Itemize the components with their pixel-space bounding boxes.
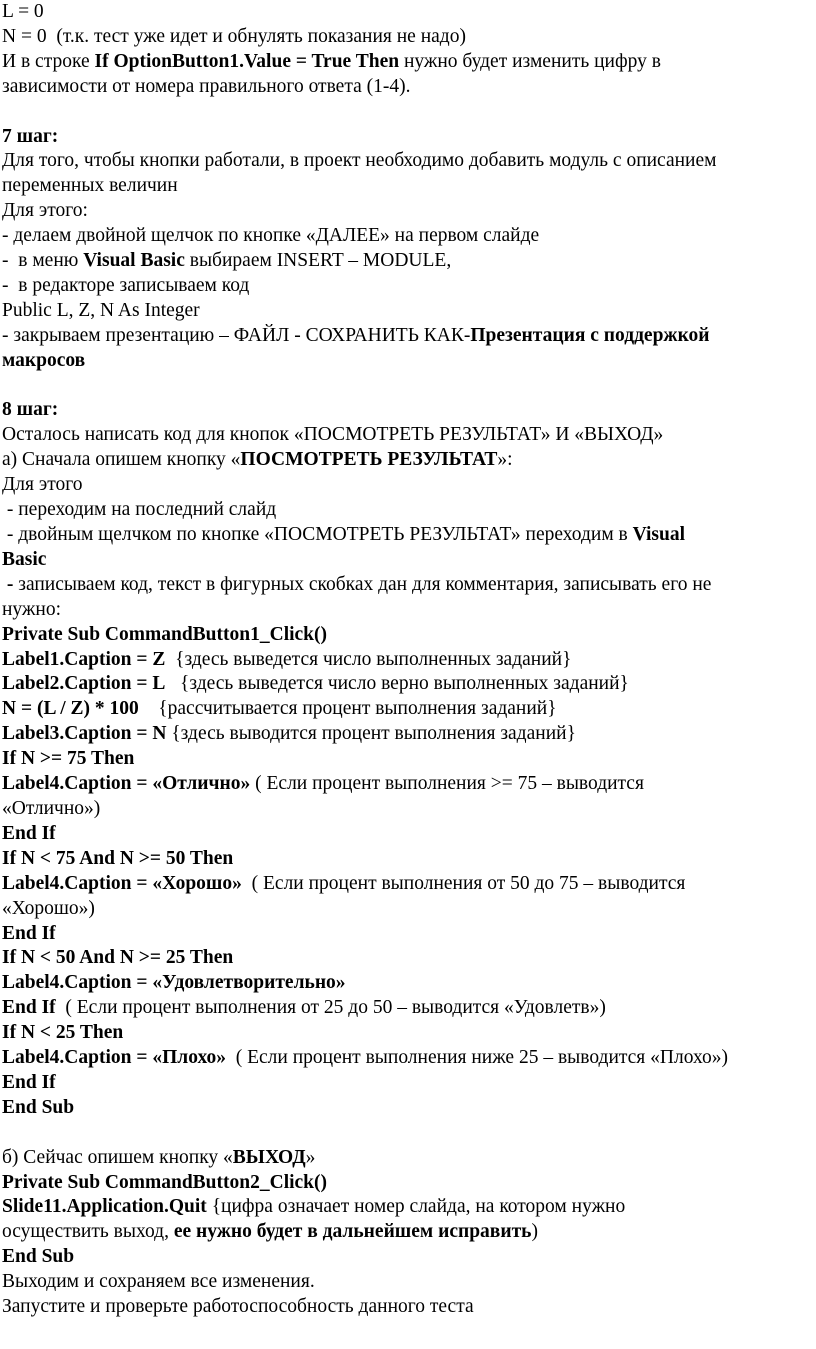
text-run: Осталось написать код для кнопок «ПОСМОТРЕТЬ РЕЗУЛЬТАТ» И «ВЫХОД» — [2, 424, 664, 446]
text-line — [2, 1146, 812, 1171]
text-run: Для этого: — [2, 200, 88, 222]
text-run: зависимости от номера правильного ответа (1-4). — [2, 75, 411, 97]
bold-text: End If — [2, 822, 56, 844]
text-run: »: — [497, 449, 513, 471]
text-run: N = 0 (т.к. тест уже идет и обнулять показания не надо) — [2, 25, 466, 47]
text-run: Запустите и проверьте работоспособность данного теста — [2, 1296, 474, 1318]
bold-text: End If — [2, 997, 56, 1019]
text-run: ( Если процент выполнения >= 75 – выводится — [250, 773, 644, 795]
bold-text: Visual — [632, 524, 686, 545]
text-run: {здесь выводится процент выполнения заданий} — [166, 723, 576, 745]
bold-text: End If — [2, 922, 56, 944]
text-line — [2, 349, 812, 374]
bold-text: End Sub — [2, 1246, 75, 1268]
text-line — [2, 1046, 812, 1071]
text-line — [2, 50, 812, 75]
bold-text: Private Sub CommandButton2_Click() — [2, 1171, 328, 1193]
bold-text: Label4.Caption = «Удовлетворительно» — [2, 972, 346, 994]
text-run: L = 0 — [2, 1, 44, 22]
blank-line — [2, 374, 812, 399]
bold-text: Private Sub CommandButton1_Click() — [2, 623, 328, 645]
text-line — [2, 174, 812, 199]
text-run: И в строке — [2, 50, 95, 72]
text-run: а) Сначала опишем кнопку « — [2, 449, 241, 471]
text-line — [2, 448, 812, 473]
text-line — [2, 299, 812, 324]
text-run: ( Если процент выполнения от 50 до 75 – выводится — [241, 872, 686, 894]
text-run: Для того, чтобы кнопки работали, в проект необходимо добавить модуль с описанием — [2, 150, 717, 172]
blank-line — [2, 100, 812, 125]
bold-text: Basic — [2, 548, 47, 570]
bold-text: Презентация с поддержкой — [470, 324, 710, 346]
bold-text: If N < 25 Then — [2, 1022, 124, 1044]
bold-text: Label4.Caption = «Отлично» — [2, 773, 251, 795]
text-run: - в меню — [2, 250, 84, 272]
text-run: {здесь выведется число верно выполненных заданий} — [165, 673, 629, 695]
text-line — [2, 797, 812, 822]
text-run: «Отлично») — [2, 797, 101, 819]
text-line — [2, 872, 812, 897]
text-line — [2, 149, 812, 174]
text-line — [2, 847, 812, 872]
text-line — [2, 971, 812, 996]
text-line — [2, 0, 812, 25]
text-run: б) Сейчас опишем кнопку « — [2, 1146, 233, 1168]
bold-text: ВЫХОД — [232, 1146, 306, 1168]
text-line — [2, 772, 812, 797]
blank-line — [2, 1121, 812, 1146]
bold-text: End Sub — [2, 1096, 75, 1118]
text-run: записываем код, текст в фигурных скобках дан для комментария, записывать его не — [18, 573, 712, 595]
bold-text: Label2.Caption = L — [2, 673, 166, 695]
bold-text: End If — [2, 1071, 56, 1093]
text-run: ( Если процент выполнения ниже 25 – выводится «Плохо») — [225, 1047, 728, 1069]
text-line — [2, 224, 812, 249]
text-line — [2, 1245, 812, 1270]
text-line — [2, 125, 812, 150]
text-line — [2, 523, 812, 548]
text-line — [2, 1171, 812, 1196]
text-run: переменных величин — [2, 175, 178, 197]
text-line — [2, 697, 812, 722]
text-line — [2, 648, 812, 673]
text-line — [2, 1096, 812, 1121]
text-run: - закрываем презентацию – ФАЙЛ - СОХРАНИТЬ КАК- — [2, 324, 471, 346]
bold-text: If OptionButton1.Value = True Then — [94, 50, 400, 72]
text-run: ) — [531, 1221, 538, 1243]
bold-text: 7 шаг: — [2, 125, 59, 147]
text-line — [2, 996, 812, 1021]
text-run: {цифра означает номер слайда, на котором нужно — [206, 1196, 626, 1218]
text-run: Выходим и сохраняем все изменения. — [2, 1271, 315, 1293]
text-line — [2, 822, 812, 847]
text-line — [2, 1295, 812, 1320]
bold-text: ПОСМОТРЕТЬ РЕЗУЛЬТАТ — [240, 449, 498, 471]
text-run: - переходим на последний слайд — [2, 499, 277, 521]
text-line — [2, 573, 812, 598]
text-line — [2, 922, 812, 947]
text-run: «Хорошо») — [2, 897, 95, 919]
bold-text: ее нужно будет в дальнейшем исправить — [173, 1221, 532, 1243]
bold-text: - — [2, 573, 19, 595]
text-run: » — [305, 1146, 316, 1168]
bold-text: макросов — [2, 349, 86, 371]
text-line — [2, 324, 812, 349]
bold-text: Label3.Caption = N — [2, 723, 167, 745]
text-line — [2, 1021, 812, 1046]
text-line — [2, 946, 812, 971]
text-line — [2, 473, 812, 498]
text-run: - в редакторе записываем код — [2, 274, 250, 296]
text-line — [2, 398, 812, 423]
text-run: - двойным щелчком по кнопке «ПОСМОТРЕТЬ РЕЗУЛЬТАТ» переходим в — [2, 524, 633, 545]
text-line — [2, 1195, 812, 1220]
text-run: нужно будет изменить цифру в — [399, 50, 661, 72]
text-run: Public L, Z, N As Integer — [2, 299, 200, 321]
bold-text: If N < 75 And N >= 50 Then — [2, 847, 234, 869]
text-line — [2, 498, 812, 523]
text-line — [2, 249, 812, 274]
text-line — [2, 1220, 812, 1245]
text-run: нужно: — [2, 598, 62, 620]
bold-text: Label4.Caption = «Хорошо» — [2, 872, 242, 894]
text-run: Для этого — [2, 474, 83, 496]
bold-text: Visual Basic — [83, 250, 185, 272]
text-line — [2, 722, 812, 747]
text-line — [2, 75, 812, 100]
text-line — [2, 423, 812, 448]
text-line — [2, 747, 812, 772]
bold-text: If N >= 75 Then — [2, 748, 135, 770]
text-line — [2, 274, 812, 299]
text-line — [2, 598, 812, 623]
text-line — [2, 672, 812, 697]
bold-text: Label4.Caption = «Плохо» — [2, 1047, 226, 1069]
bold-text: Slide11.Application.Quit — [2, 1196, 207, 1218]
bold-text: 8 шаг: — [2, 399, 59, 421]
text-run: ( Если процент выполнения от 25 до 50 – выводится «Удовлетв») — [55, 997, 606, 1019]
text-line — [2, 199, 812, 224]
text-line — [2, 1270, 812, 1295]
text-run: {здесь выведется число выполненных заданий} — [165, 648, 572, 670]
text-line — [2, 548, 812, 573]
text-line — [2, 1071, 812, 1096]
bold-text: Label1.Caption = Z — [2, 648, 166, 670]
text-run: {рассчитывается процент выполнения заданий} — [138, 698, 557, 720]
text-run: выбираем INSERT – MODULE, — [184, 250, 452, 272]
text-run: - делаем двойной щелчок по кнопке «ДАЛЕЕ» на первом слайде — [2, 225, 540, 247]
text-line — [2, 25, 812, 50]
text-line — [2, 897, 812, 922]
bold-text: If N < 50 And N >= 25 Then — [2, 947, 234, 969]
bold-text: N = (L / Z) * 100 — [2, 698, 139, 720]
text-line — [2, 623, 812, 648]
text-run: осуществить выход, — [2, 1221, 174, 1243]
